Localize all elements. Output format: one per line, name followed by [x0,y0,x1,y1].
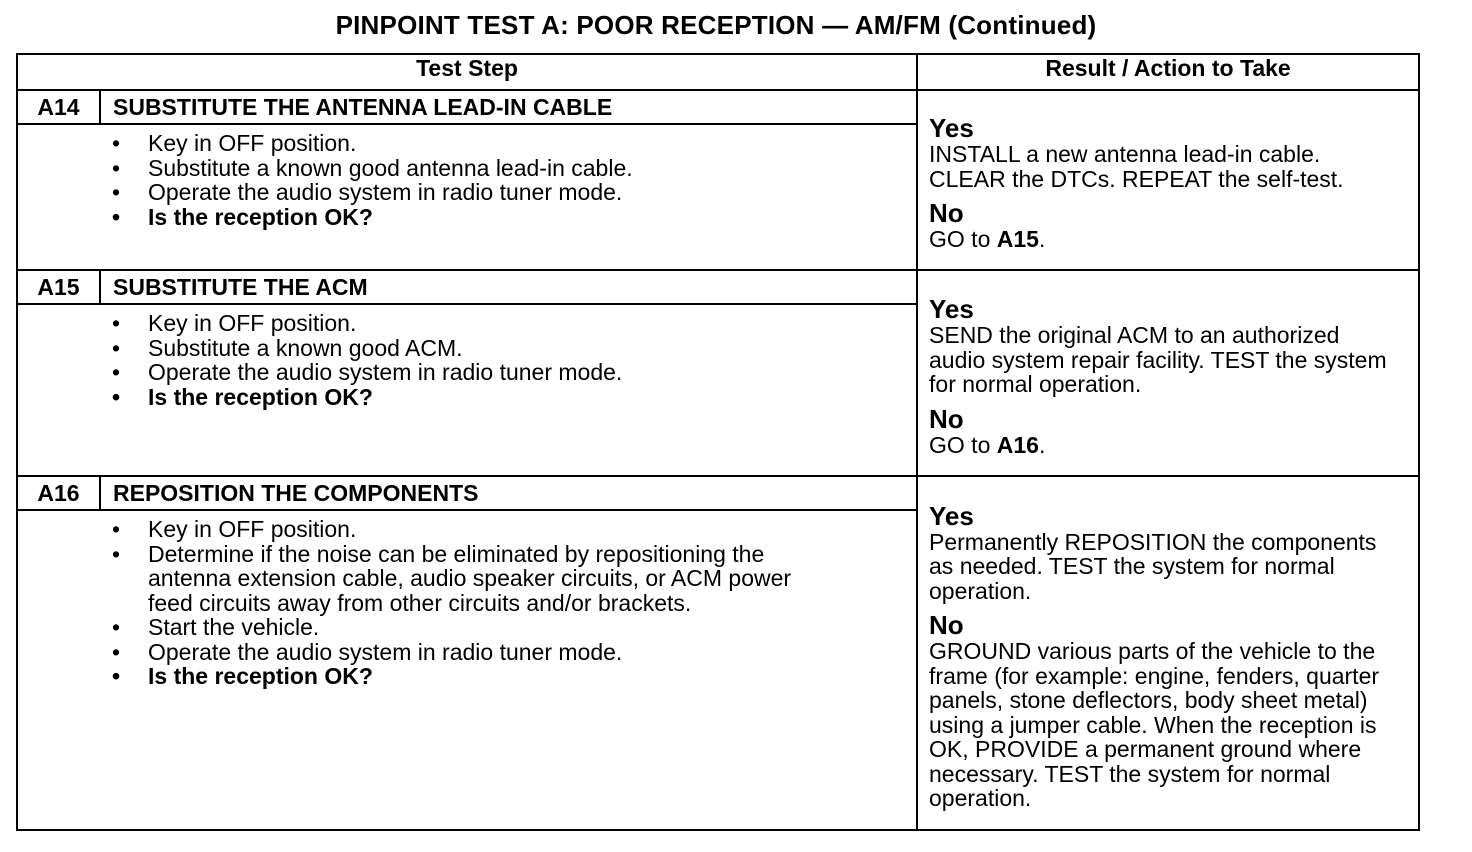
list-item: • Determine if the noise can be eliminated by repositioning the antenna extension cable, audio speaker circuits, or ACM power feed circuits away from other circuits and/or brackets. [100,542,840,616]
list-item: • Substitute a known good ACM. [100,336,916,361]
step-a15-result [917,270,1419,476]
no-label: No [929,403,964,434]
list-item: • Operate the audio system in radio tuner mode. [100,640,840,665]
list-item: • Key in OFF position. [100,131,916,156]
list-item: • Operate the audio system in radio tuner mode. [100,360,916,385]
pinpoint-test-table [16,53,1420,831]
step-id: A14 [17,90,100,124]
step-id: A16 [17,476,100,510]
no-label: No [929,198,964,229]
yes-label: Yes [929,294,974,324]
step-title: SUBSTITUTE THE ACM [100,270,917,304]
yes-text: SEND the original ACM to an authorized audio system repair facility. TEST the system for normal operation. [929,322,1387,397]
step-a14-result [917,90,1419,270]
step-items [100,510,917,830]
yes-text: INSTALL a new antenna lead-in cable. CLEAR the DTCs. REPEAT the self-test. [929,141,1344,192]
step-id: A15 [17,270,100,304]
list-item: • Operate the audio system in radio tuner mode. [100,180,916,205]
list-item: • Is the reception OK? [100,664,840,689]
yes-label: Yes [929,113,974,144]
list-item: • Is the reception OK? [100,205,916,230]
step-a16-result [917,476,1419,830]
step-reference: A15 [996,226,1039,253]
no-text: GROUND various parts of the vehicle to the frame (for example: engine, fenders, quarter panels, stone deflectors, body sheet metal) using a jumper cable. When the reception is OK, PROVIDE a permanent ground where necessary. TEST the system for normal operation. [929,638,1380,811]
step-a14-title-row [17,90,1419,124]
step-a15-title-row [17,270,1419,304]
header-test-step: Test Step [17,54,917,90]
step-items [100,304,917,476]
yes-label: Yes [929,500,974,531]
list-item: • Start the vehicle. [100,615,840,640]
list-item: • Key in OFF position. [100,311,916,336]
page-title: PINPOINT TEST A: POOR RECEPTION — AM/FM (Continued) [335,10,1097,40]
list-item: • Is the reception OK? [100,385,916,410]
step-reference: A16 [996,431,1039,458]
list-item: • Key in OFF position. [100,517,840,542]
step-title: SUBSTITUTE THE ANTENNA LEAD-IN CABLE [100,90,917,124]
header-result: Result / Action to Take [917,54,1419,90]
step-title: REPOSITION THE COMPONENTS [100,476,917,510]
header-row [17,54,1419,90]
no-text: GO to A16. [929,431,1046,458]
no-text: GO to A15. [929,226,1046,253]
list-item: • Substitute a known good antenna lead-in cable. [100,156,916,181]
step-a16-title-row [17,476,1419,510]
step-items [100,124,917,270]
no-label: No [929,610,964,640]
yes-text: Permanently REPOSITION the components as needed. TEST the system for normal operation. [929,528,1377,604]
